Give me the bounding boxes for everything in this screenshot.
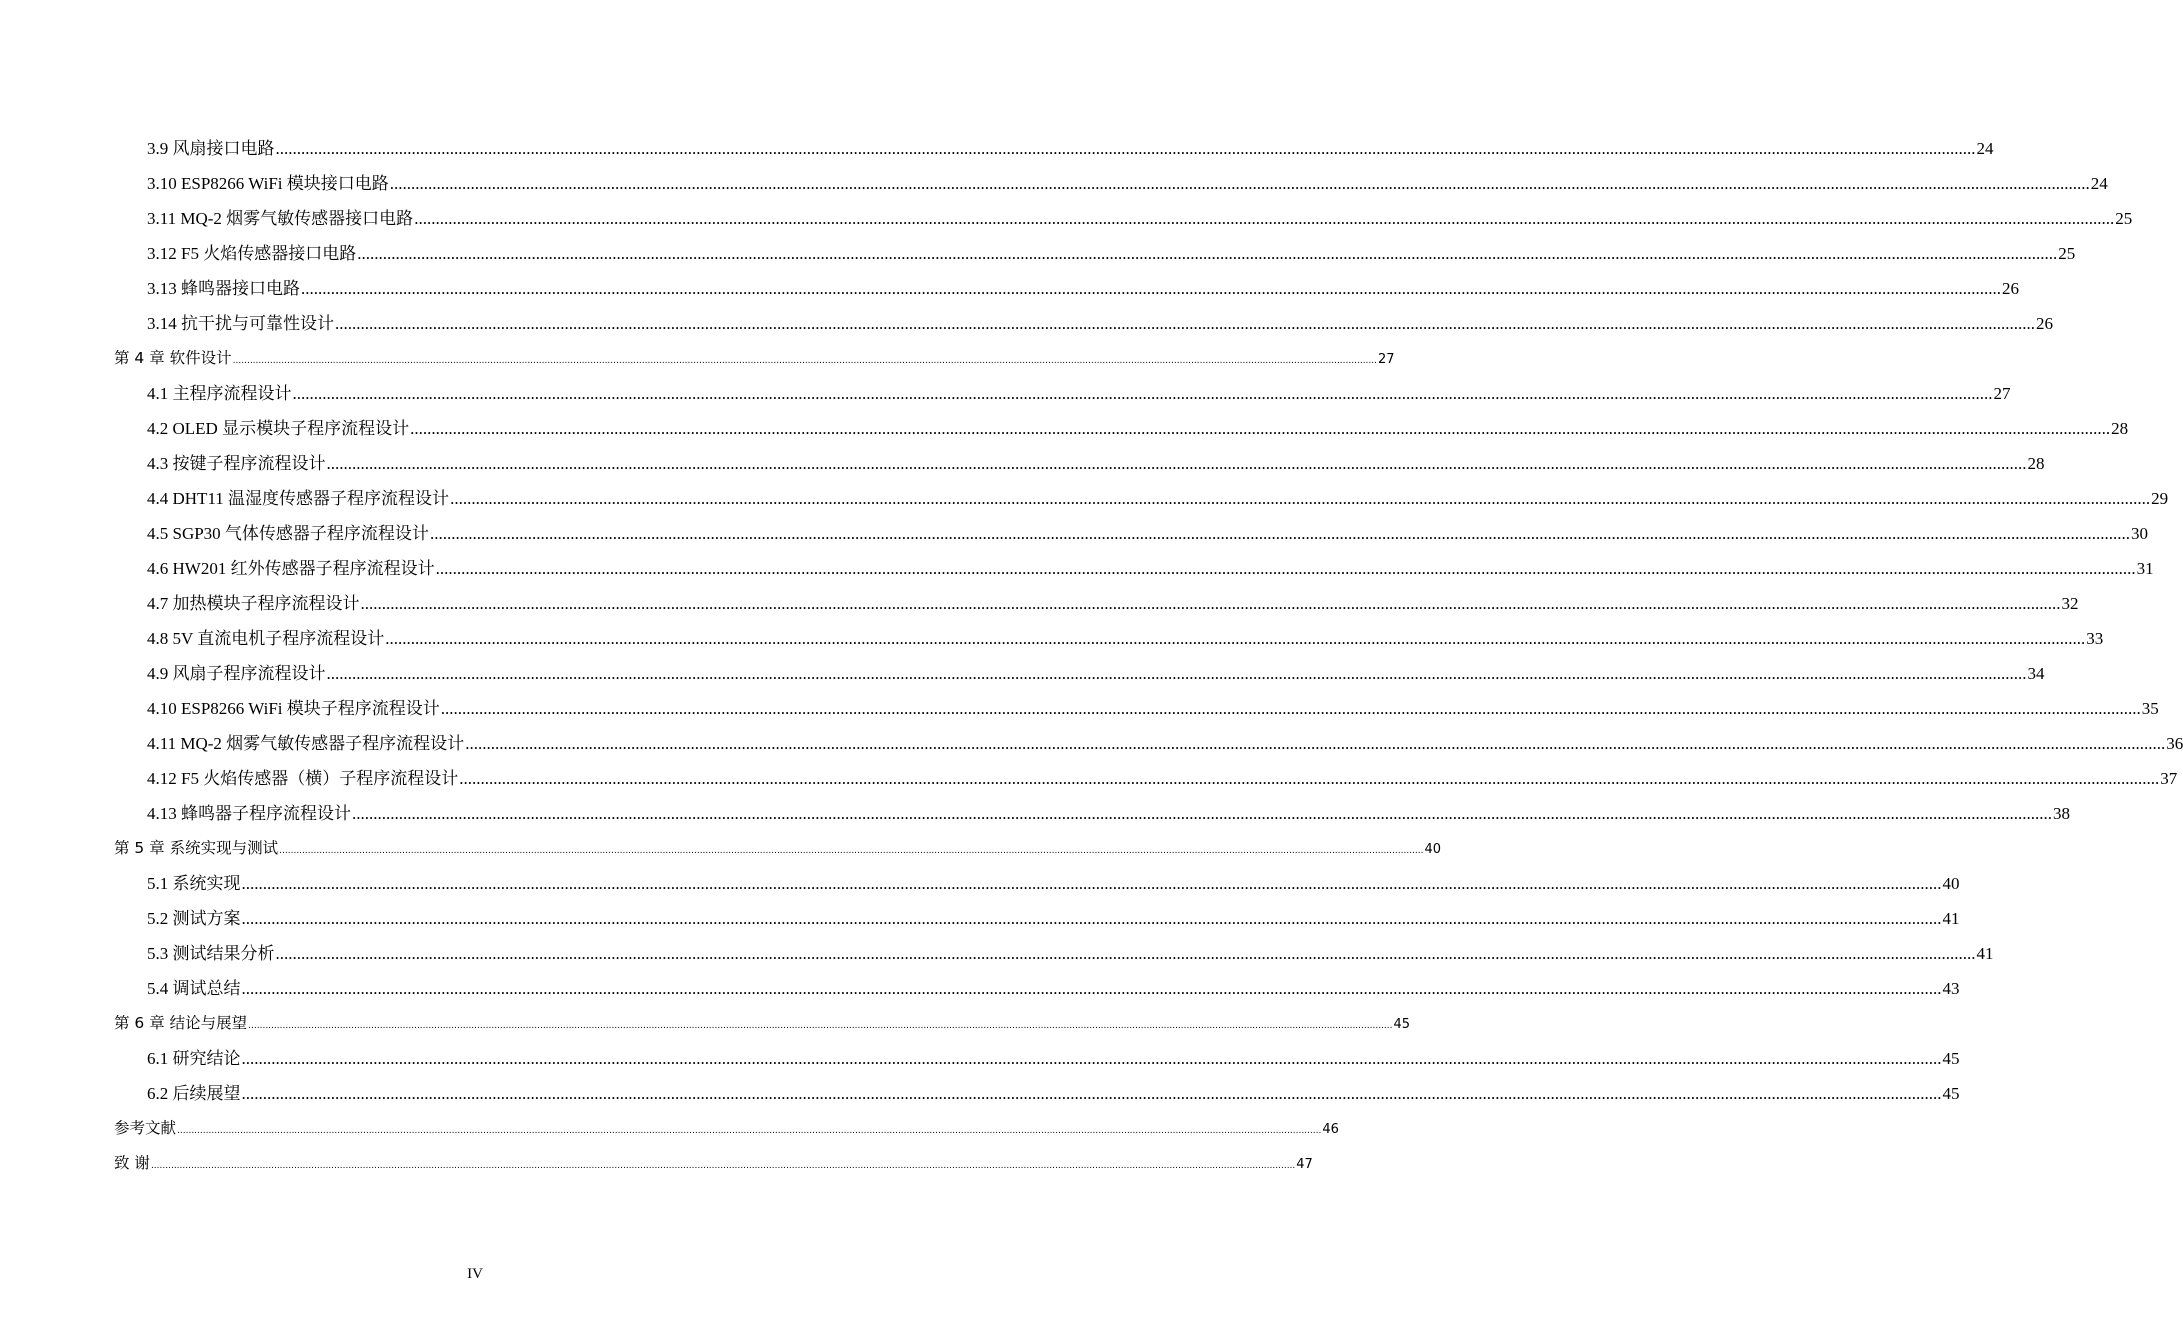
toc-entry-page: 30 [2130,524,2148,543]
toc-entry-title: 第 6 章 结论与展望 [114,1014,248,1032]
toc-entry-page: 25 [2115,209,2133,228]
toc-entry[interactable] [114,656,2045,691]
toc-entry-title: 5.4 调试总结 [147,979,241,998]
toc-entry[interactable] [114,376,2011,411]
toc-entry-title: 4.12 F5 火焰传感器（横）子程序流程设计 [147,769,459,788]
toc-entry-page: 40 [1942,874,1960,893]
toc-entry-title: 3.11 MQ-2 烟雾气敏传感器接口电路 [147,209,414,228]
toc-entry[interactable] [114,236,2076,271]
toc-entry[interactable] [114,1006,1411,1041]
toc-entry-title: 4.5 SGP30 气体传感器子程序流程设计 [147,524,429,543]
toc-entry-title: 第 5 章 系统实现与测试 [114,839,279,857]
toc-entry-page: 38 [2053,804,2070,823]
toc-entry[interactable] [114,411,2129,446]
dot-leader: ................................................................................................................................................................................................................................................................................................................................................................................................................ [414,209,2115,228]
dot-leader: ................................................................................................................................................................................................................................................................................................................................................................................................................ [177,1126,1322,1136]
dot-leader: ................................................................................................................................................................................................................................................................................................................................................................................................................ [440,699,2141,718]
toc-entry[interactable] [114,691,2159,726]
dot-leader: ................................................................................................................................................................................................................................................................................................................................................................................................................ [385,629,2086,648]
toc-entry-title: 3.9 风扇接口电路 [147,139,275,158]
dot-leader: ................................................................................................................................................................................................................................................................................................................................................................................................................ [357,244,2058,263]
toc-entry-title: 4.7 加热模块子程序流程设计 [147,594,360,613]
toc-entry[interactable] [114,726,2183,761]
toc-entry-page: 28 [2027,454,2045,473]
toc-entry-page: 27 [1993,384,2011,403]
toc-entry[interactable] [114,761,2178,796]
toc-entry-page: 40 [1424,842,1442,857]
toc-entry-title: 5.1 系统实现 [147,874,241,893]
toc-entry-title: 6.2 后续展望 [147,1084,241,1103]
toc-entry-page: 41 [1942,909,1960,928]
toc-entry[interactable] [114,1076,1960,1111]
dot-leader: ................................................................................................................................................................................................................................................................................................................................................................................................................ [352,804,2052,823]
dot-leader: ................................................................................................................................................................................................................................................................................................................................................................................................................ [326,664,2027,683]
toc-entry-title: 3.13 蜂鸣器接口电路 [147,279,300,298]
toc-entry-title: 3.12 F5 火焰传感器接口电路 [147,244,357,263]
toc-entry-title: 4.13 蜂鸣器子程序流程设计 [147,804,351,823]
toc-entry[interactable] [114,831,1442,866]
dot-leader: ................................................................................................................................................................................................................................................................................................................................................................................................................ [150,1161,1296,1171]
toc-entry-title: 4.11 MQ-2 烟雾气敏传感器子程序流程设计 [147,734,465,753]
toc-entry[interactable] [114,166,2108,201]
toc-entry[interactable] [114,1111,1339,1146]
table-of-contents [114,131,2183,1181]
toc-entry-page: 41 [1976,944,1994,963]
dot-leader: ................................................................................................................................................................................................................................................................................................................................................................................................................ [465,734,2166,753]
toc-entry-page: 35 [2141,699,2159,718]
toc-entry-title: 4.6 HW201 红外传感器子程序流程设计 [147,559,435,578]
toc-entry-page: 47 [1296,1157,1313,1172]
toc-entry-title: 3.14 抗干扰与可靠性设计 [147,314,334,333]
toc-entry-title: 3.10 ESP8266 WiFi 模块接口电路 [147,174,389,193]
toc-entry-title: 4.1 主程序流程设计 [147,384,292,403]
toc-entry-page: 36 [2166,734,2183,753]
dot-leader: ................................................................................................................................................................................................................................................................................................................................................................................................................ [292,384,1993,403]
toc-entry[interactable] [114,516,2148,551]
dot-leader: ................................................................................................................................................................................................................................................................................................................................................................................................................ [241,874,1942,893]
dot-leader: ................................................................................................................................................................................................................................................................................................................................................................................................................ [435,559,2136,578]
toc-entry-title: 4.4 DHT11 温湿度传感器子程序流程设计 [147,489,450,508]
dot-leader: ................................................................................................................................................................................................................................................................................................................................................................................................................ [279,846,1424,856]
dot-leader: ................................................................................................................................................................................................................................................................................................................................................................................................................ [389,174,2090,193]
toc-entry-title: 4.10 ESP8266 WiFi 模块子程序流程设计 [147,699,440,718]
toc-entry-page: 37 [2160,769,2178,788]
toc-entry[interactable] [114,971,1960,1006]
toc-entry[interactable] [114,131,1994,166]
toc-entry-page: 45 [1942,1084,1960,1103]
toc-entry[interactable] [114,901,1960,936]
dot-leader: ................................................................................................................................................................................................................................................................................................................................................................................................................ [360,594,2061,613]
dot-leader: ................................................................................................................................................................................................................................................................................................................................................................................................................ [241,1084,1942,1103]
toc-entry-page: 26 [2002,279,2019,298]
dot-leader: ................................................................................................................................................................................................................................................................................................................................................................................................................ [459,769,2160,788]
toc-entry[interactable] [114,1146,1313,1181]
toc-entry-page: 46 [1322,1122,1339,1137]
toc-entry-page: 34 [2027,664,2045,683]
dot-leader: ................................................................................................................................................................................................................................................................................................................................................................................................................ [301,279,2001,298]
toc-entry[interactable] [114,306,2053,341]
toc-entry-title: 5.2 测试方案 [147,909,241,928]
toc-entry[interactable] [114,1041,1960,1076]
toc-entry-page: 26 [2036,314,2053,333]
toc-entry[interactable] [114,621,2104,656]
toc-entry-page: 24 [1976,139,1994,158]
toc-entry-title: 4.2 OLED 显示模块子程序流程设计 [147,419,410,438]
dot-leader: ................................................................................................................................................................................................................................................................................................................................................................................................................ [335,314,2035,333]
toc-entry[interactable] [114,586,2079,621]
toc-entry-title: 致 谢 [114,1154,150,1172]
toc-entry[interactable] [114,446,2045,481]
page-number: IV [467,1266,483,1282]
toc-entry-title: 参考文献 [114,1119,177,1137]
toc-entry[interactable] [114,796,2070,831]
dot-leader: ................................................................................................................................................................................................................................................................................................................................................................................................................ [450,489,2151,508]
toc-entry-title: 第 4 章 软件设计 [114,349,232,367]
dot-leader: ................................................................................................................................................................................................................................................................................................................................................................................................................ [275,139,1976,158]
toc-entry[interactable] [114,481,2169,516]
dot-leader: ................................................................................................................................................................................................................................................................................................................................................................................................................ [275,944,1976,963]
dot-leader: ................................................................................................................................................................................................................................................................................................................................................................................................................ [248,1021,1393,1031]
toc-entry-title: 4.3 按键子程序流程设计 [147,454,326,473]
toc-entry-title: 4.8 5V 直流电机子程序流程设计 [147,629,385,648]
dot-leader: ................................................................................................................................................................................................................................................................................................................................................................................................................ [326,454,2027,473]
toc-entry[interactable] [114,936,1994,971]
toc-entry-title: 5.3 测试结果分析 [147,944,275,963]
toc-entry-page: 24 [2090,174,2108,193]
dot-leader: ................................................................................................................................................................................................................................................................................................................................................................................................................ [429,524,2130,543]
toc-entry[interactable] [114,341,1395,376]
toc-entry-page: 33 [2086,629,2104,648]
toc-entry-page: 27 [1378,352,1395,367]
toc-entry-page: 45 [1393,1017,1411,1032]
toc-entry-title: 4.9 风扇子程序流程设计 [147,664,326,683]
toc-entry-page: 31 [2136,559,2154,578]
dot-leader: ................................................................................................................................................................................................................................................................................................................................................................................................................ [410,419,2111,438]
toc-entry[interactable] [114,551,2154,586]
dot-leader: ................................................................................................................................................................................................................................................................................................................................................................................................................ [241,909,1942,928]
toc-entry[interactable] [114,866,1960,901]
toc-entry-page: 28 [2111,419,2129,438]
toc-entry-page: 43 [1942,979,1960,998]
toc-entry-page: 25 [2058,244,2076,263]
toc-entry[interactable] [114,201,2133,236]
toc-entry-page: 45 [1942,1049,1960,1068]
dot-leader: ................................................................................................................................................................................................................................................................................................................................................................................................................ [241,1049,1942,1068]
toc-entry[interactable] [114,271,2019,306]
toc-entry-title: 6.1 研究结论 [147,1049,241,1068]
toc-entry-page: 32 [2061,594,2079,613]
dot-leader: ................................................................................................................................................................................................................................................................................................................................................................................................................ [241,979,1942,998]
dot-leader: ................................................................................................................................................................................................................................................................................................................................................................................................................ [232,356,1377,366]
toc-entry-page: 29 [2151,489,2169,508]
